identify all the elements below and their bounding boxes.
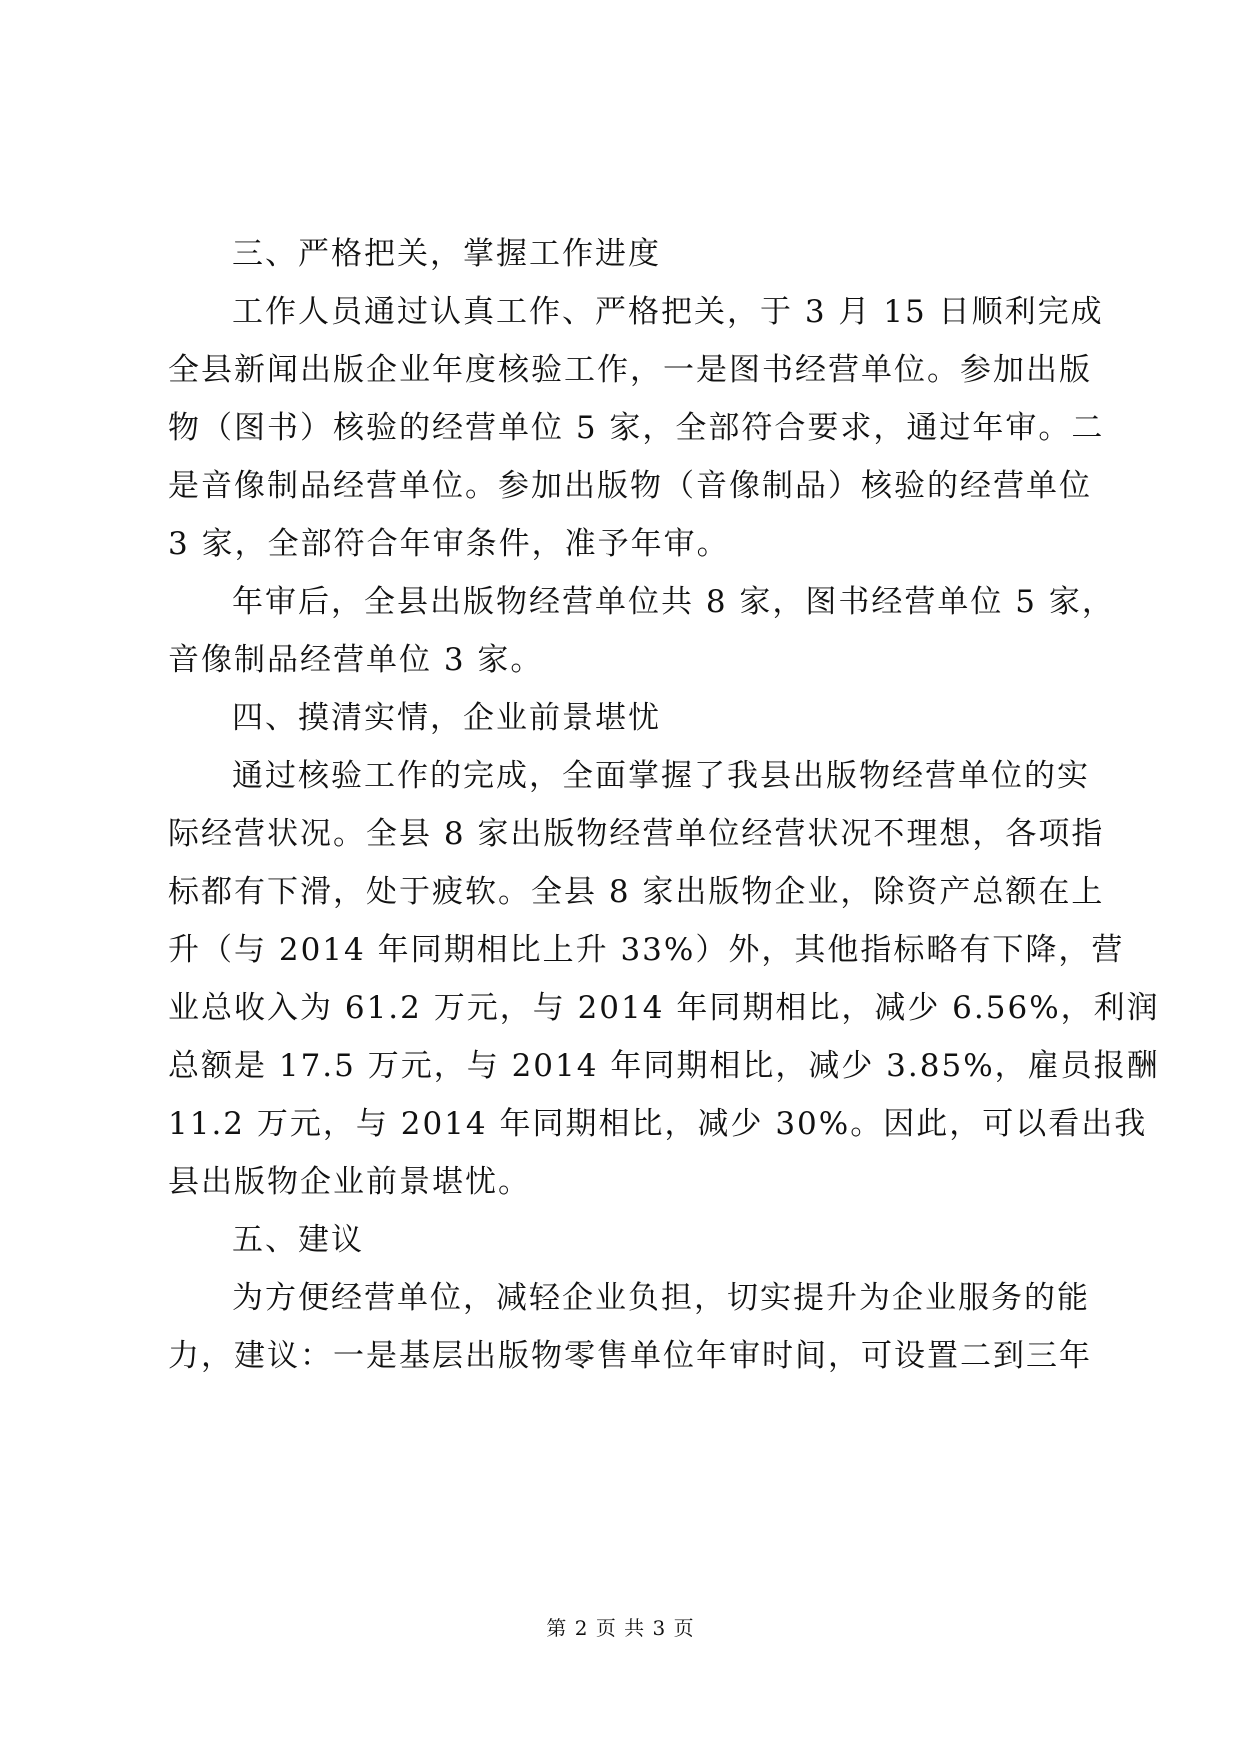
paragraph-line: 升（与 2014 年同期相比上升 33%）外，其他指标略有下降，营 [168, 932, 1125, 968]
document-body [168, 225, 1160, 1385]
paragraph-line: 县出版物企业前景堪忧。 [168, 1164, 531, 1200]
paragraph-line: 业总收入为 61.2 万元，与 2014 年同期相比，减少 6.56%，利润 [168, 990, 1160, 1026]
paragraph-line: 为方便经营单位，减轻企业负担，切实提升为企业服务的能 [232, 1280, 1090, 1316]
paragraph-line: 音像制品经营单位 3 家。 [168, 642, 544, 678]
paragraph-line: 总额是 17.5 万元，与 2014 年同期相比，减少 3.85%，雇员报酬 [168, 1048, 1160, 1084]
paragraph-line: 全县新闻出版企业年度核验工作，一是图书经营单位。参加出版 [168, 352, 1092, 388]
paragraph-line: 年审后，全县出版物经营单位共 8 家，图书经营单位 5 家， [232, 584, 1115, 620]
section-heading-5: 五、建议 [232, 1222, 364, 1258]
section-heading-4: 四、摸清实情，企业前景堪忧 [232, 700, 661, 736]
paragraph-line: 11.2 万元，与 2014 年同期相比，减少 30%。因此，可以看出我 [168, 1106, 1148, 1142]
paragraph-line: 工作人员通过认真工作、严格把关，于 3 月 15 日顺利完成 [232, 294, 1104, 330]
paragraph-line: 标都有下滑，处于疲软。全县 8 家出版物企业，除资产总额在上 [168, 874, 1105, 910]
paragraph-line: 物（图书）核验的经营单位 5 家，全部符合要求，通过年审。二 [168, 410, 1105, 446]
paragraph-line: 力，建议：一是基层出版物零售单位年审时间，可设置二到三年 [168, 1338, 1092, 1374]
page-number-footer: 第 2 页 共 3 页 [546, 1616, 695, 1640]
paragraph-line: 3 家，全部符合年审条件，准予年审。 [168, 526, 730, 562]
paragraph-line: 是音像制品经营单位。参加出版物（音像制品）核验的经营单位 [168, 468, 1092, 504]
paragraph-line: 通过核验工作的完成，全面掌握了我县出版物经营单位的实 [232, 758, 1090, 794]
paragraph-line: 际经营状况。全县 8 家出版物经营单位经营状况不理想，各项指 [168, 816, 1105, 852]
section-heading-3: 三、严格把关，掌握工作进度 [232, 236, 661, 272]
